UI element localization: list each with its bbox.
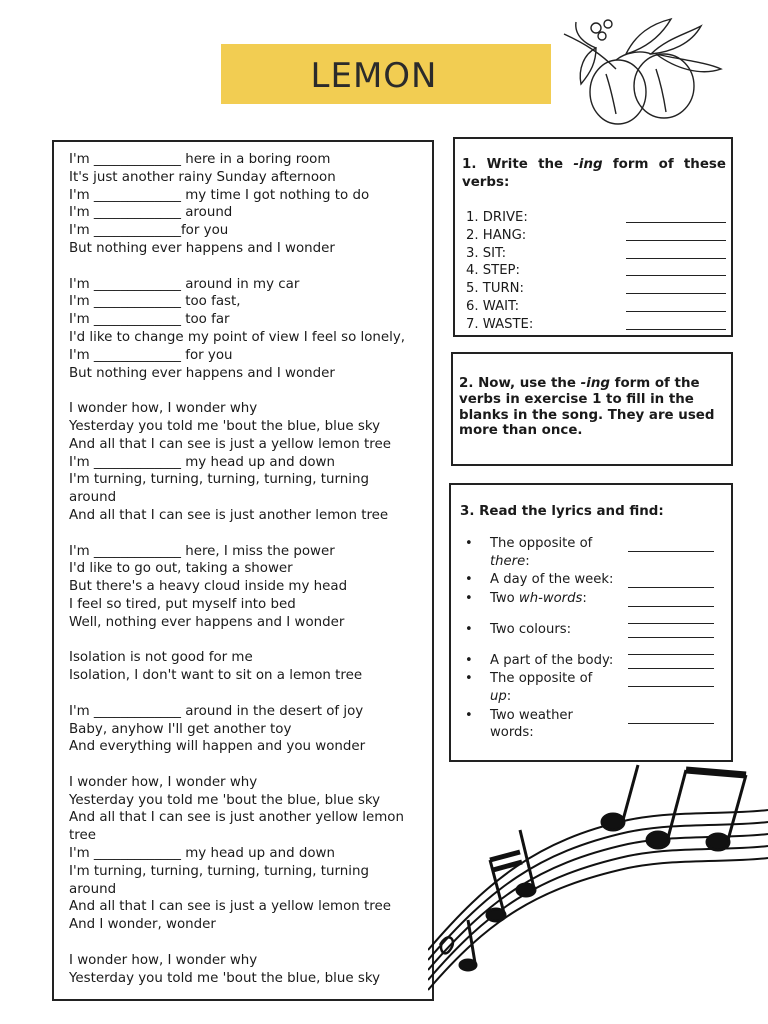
music-notes-icon xyxy=(428,760,768,1000)
find-label: A part of the body: xyxy=(490,652,614,668)
answer-blank[interactable] xyxy=(628,571,714,588)
verb-label: 4. STEP: xyxy=(466,263,520,279)
answer-blank[interactable] xyxy=(628,707,714,724)
answer-blank[interactable] xyxy=(626,245,726,259)
find-list xyxy=(465,535,725,743)
find-label: The opposite of up: xyxy=(490,671,593,704)
find-item xyxy=(465,670,725,705)
lemon-drawing-icon xyxy=(556,14,726,134)
bullet-icon: • xyxy=(465,671,473,687)
lyric-line: Yesterday you told me 'bout the blue, blue sky xyxy=(69,792,381,808)
lyric-line: around xyxy=(69,490,117,506)
lyric-line: I'm turning, turning, turning, turning, turning xyxy=(69,863,369,879)
find-label: Two colours: xyxy=(490,621,572,637)
lyric-line: I'm _____________ around xyxy=(69,205,233,221)
verb-item xyxy=(466,262,726,280)
exercise-2-box xyxy=(451,352,733,466)
exercise-3-box xyxy=(449,483,733,762)
lyric-line: I wonder how, I wonder why xyxy=(69,952,258,968)
verb-item xyxy=(466,245,726,263)
find-label: Two wh-words: xyxy=(490,590,587,606)
bullet-icon: • xyxy=(465,590,473,606)
bullet-icon: • xyxy=(465,652,473,668)
lyric-line: I'm turning, turning, turning, turning, turning xyxy=(69,472,369,488)
answer-blank[interactable] xyxy=(628,670,714,687)
answer-blank[interactable] xyxy=(628,590,714,607)
lyric-line: Yesterday you told me 'bout the blue, blue sky xyxy=(69,418,381,434)
lyric-line: And all that I can see is just a yellow lemon tree xyxy=(69,436,391,452)
lyric-line: I'm _____________ my head up and down xyxy=(69,454,335,470)
find-label: The opposite of there: xyxy=(490,536,593,569)
answer-blanks xyxy=(628,707,714,724)
find-label: Two weather words: xyxy=(490,707,573,741)
lyric-stanza xyxy=(69,151,429,258)
lyric-line: And everything will happen and you wonder xyxy=(69,739,366,755)
lyric-stanza xyxy=(69,400,429,525)
lyric-line: I'm _____________ here, I miss the power xyxy=(69,543,335,559)
verb-list xyxy=(466,209,726,334)
lyric-line: But nothing ever happens and I wonder xyxy=(69,240,335,256)
answer-blanks xyxy=(628,535,714,552)
lyric-stanza xyxy=(69,649,429,685)
lyric-line: But nothing ever happens and I wonder xyxy=(69,365,335,381)
lyric-line: I wonder how, I wonder why xyxy=(69,774,258,790)
answer-blanks xyxy=(628,621,714,655)
song-lyrics xyxy=(69,151,429,1001)
find-label: A day of the week: xyxy=(490,572,614,588)
bullet-icon: • xyxy=(465,621,473,637)
answer-blank[interactable] xyxy=(628,652,714,669)
bullet-icon: • xyxy=(465,707,473,723)
exercise-1-instructions: 1. Write the -ing form of these verbs: xyxy=(462,157,726,190)
lyric-stanza xyxy=(69,952,429,988)
verb-label: 3. SIT: xyxy=(466,245,507,261)
lyric-line: Yesterday you told me 'bout the blue, blue sky xyxy=(69,970,381,986)
lyric-line: Baby, anyhow I'll get another toy xyxy=(69,721,292,737)
lyric-line: But there's a heavy cloud inside my head xyxy=(69,579,348,595)
bullet-icon: • xyxy=(465,572,473,588)
lyric-line: I feel so tired, put myself into bed xyxy=(69,596,296,612)
lyric-stanza xyxy=(69,276,429,383)
lyric-line: I'd like to go out, taking a shower xyxy=(69,561,293,577)
find-item xyxy=(465,571,725,589)
answer-blanks xyxy=(628,571,714,588)
verb-item xyxy=(466,209,726,227)
lyric-stanza xyxy=(69,703,429,756)
answer-blank[interactable] xyxy=(626,280,726,294)
answer-blank[interactable] xyxy=(626,316,726,330)
lyric-line: I'm _____________for you xyxy=(69,223,229,239)
lyric-line: I'm _____________ my head up and down xyxy=(69,846,335,862)
answer-blank[interactable] xyxy=(626,262,726,276)
answer-blank[interactable] xyxy=(628,535,714,552)
lyric-line: I'm _____________ for you xyxy=(69,347,233,363)
answer-blank[interactable] xyxy=(626,227,726,241)
lyric-line: I wonder how, I wonder why xyxy=(69,401,258,417)
verb-item xyxy=(466,316,726,334)
answer-blank[interactable] xyxy=(628,621,714,638)
lyric-stanza xyxy=(69,774,429,934)
find-item xyxy=(465,590,725,621)
find-item xyxy=(465,652,725,670)
lyric-line: Isolation is not good for me xyxy=(69,650,253,666)
verb-label: 2. HANG: xyxy=(466,227,527,243)
answer-blanks xyxy=(628,652,714,669)
lyric-line: It's just another rainy Sunday afternoon xyxy=(69,169,336,185)
verb-item xyxy=(466,280,726,298)
verb-label: 6. WAIT: xyxy=(466,298,520,314)
lyric-line: I'm _____________ my time I got nothing to do xyxy=(69,187,370,203)
verb-label: 1. DRIVE: xyxy=(466,210,528,225)
exercise-2-instructions: 2. Now, use the -ing form of the verbs in exercise 1 to fill in the blanks in the song. They are used more than once. xyxy=(459,376,715,439)
answer-blank[interactable] xyxy=(626,298,726,312)
find-item xyxy=(465,535,725,570)
lyric-line: Isolation, I don't want to sit on a lemon tree xyxy=(69,668,363,684)
page-title: LEMON xyxy=(310,56,438,96)
find-item xyxy=(465,707,725,742)
lyric-line: I'd like to change my point of view I feel so lonely, xyxy=(69,329,406,345)
lyric-line: tree xyxy=(69,828,96,844)
lyric-line: I'm _____________ too far xyxy=(69,312,230,328)
exercise-3-heading: 3. Read the lyrics and find: xyxy=(460,504,664,519)
lyric-line: around xyxy=(69,881,117,897)
bullet-icon: • xyxy=(465,536,473,551)
exercise-1-box xyxy=(453,137,733,337)
lyric-line: And all that I can see is just another lemon tree xyxy=(69,507,389,523)
lyric-line: I'm _____________ here in a boring room xyxy=(69,152,331,167)
verb-item xyxy=(466,298,726,316)
lyric-line: And all that I can see is just a yellow lemon tree xyxy=(69,899,391,915)
lyric-line: I'm _____________ around in my car xyxy=(69,276,300,292)
lyric-line: And I wonder, wonder xyxy=(69,917,216,933)
verb-label: 5. TURN: xyxy=(466,281,524,297)
answer-blanks xyxy=(628,670,714,687)
lyric-line: And all that I can see is just another yellow lemon xyxy=(69,810,404,826)
verb-item xyxy=(466,227,726,245)
lyric-stanza xyxy=(69,543,429,632)
find-item xyxy=(465,621,725,652)
answer-blank[interactable] xyxy=(626,209,726,223)
lyrics-box xyxy=(52,140,434,1001)
lyric-line: I'm _____________ too fast, xyxy=(69,294,241,310)
verb-label: 7. WASTE: xyxy=(466,316,534,332)
lyric-line: I'm _____________ around in the desert of joy xyxy=(69,703,364,719)
lyric-line: Well, nothing ever happens and I wonder xyxy=(69,614,345,630)
answer-blanks xyxy=(628,590,714,624)
